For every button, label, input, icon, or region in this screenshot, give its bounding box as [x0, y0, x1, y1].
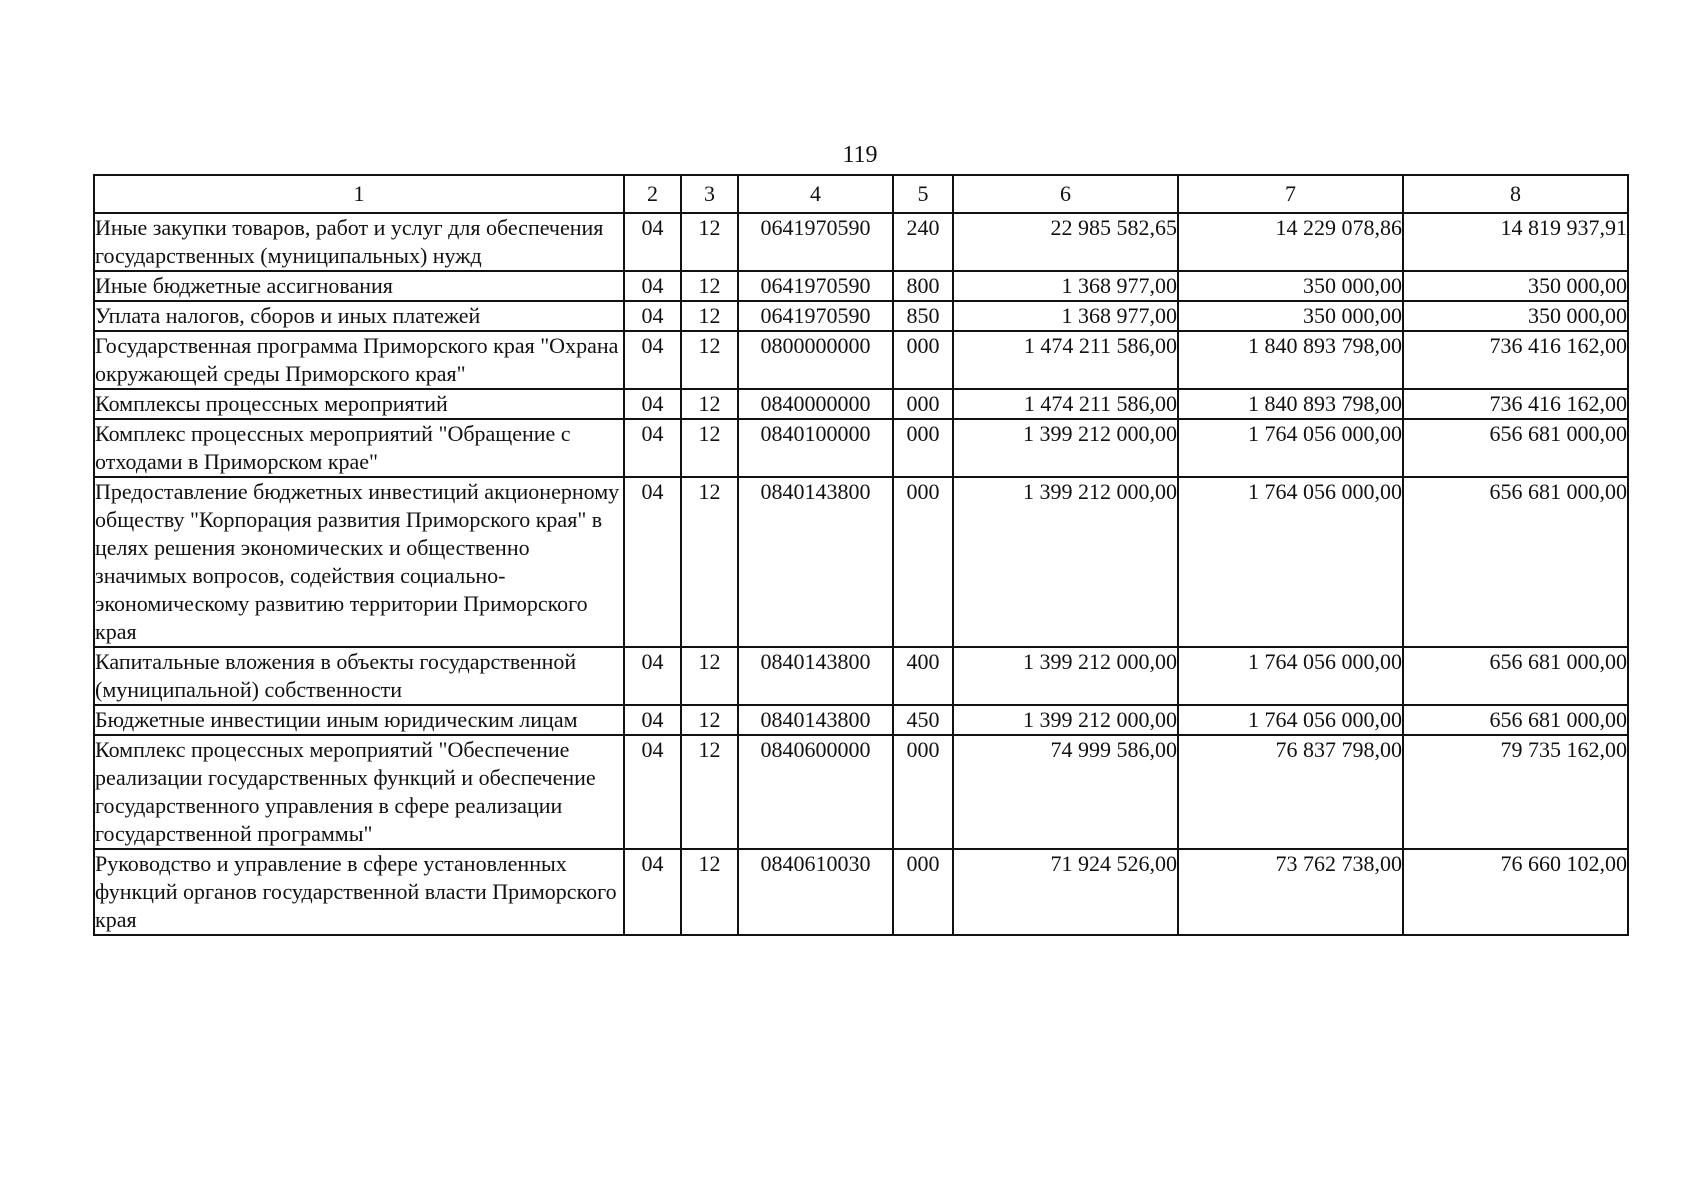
- budget-table: [93, 174, 1629, 936]
- amount-year2-cell: 350 000,00: [1178, 301, 1403, 331]
- section-cell: 04: [624, 301, 681, 331]
- section-cell: 04: [624, 389, 681, 419]
- expense-type-cell: 000: [893, 389, 953, 419]
- subsection-cell: 12: [681, 705, 738, 735]
- amount-year3-cell: 656 681 000,00: [1403, 419, 1628, 477]
- amount-year2-cell: 1 840 893 798,00: [1178, 331, 1403, 389]
- row-name-cell: Иные закупки товаров, работ и услуг для обеспечения государственных (муниципальных) нужд: [94, 213, 624, 271]
- target-article-cell: 0840143800: [738, 705, 893, 735]
- table-header-row: [94, 175, 1628, 213]
- amount-year3-cell: 76 660 102,00: [1403, 849, 1628, 935]
- target-article-cell: 0840600000: [738, 735, 893, 849]
- target-article-cell: 0641970590: [738, 213, 893, 271]
- column-header: 3: [681, 175, 738, 213]
- expense-type-cell: 800: [893, 271, 953, 301]
- row-name-cell: Капитальные вложения в объекты государственной (муниципальной) собственности: [94, 647, 624, 705]
- table-row: [94, 389, 1628, 419]
- subsection-cell: 12: [681, 477, 738, 647]
- row-name-cell: Бюджетные инвестиции иным юридическим лицам: [94, 705, 624, 735]
- row-name-cell: Иные бюджетные ассигнования: [94, 271, 624, 301]
- section-cell: 04: [624, 331, 681, 389]
- table-row: [94, 213, 1628, 271]
- table-row: [94, 849, 1628, 935]
- row-name-cell: Комплексы процессных мероприятий: [94, 389, 624, 419]
- expense-type-cell: 000: [893, 419, 953, 477]
- expense-type-cell: 450: [893, 705, 953, 735]
- table-body: [94, 213, 1628, 935]
- row-name-cell: Уплата налогов, сборов и иных платежей: [94, 301, 624, 331]
- page-number: 119: [842, 142, 878, 168]
- subsection-cell: 12: [681, 389, 738, 419]
- table-row: [94, 301, 1628, 331]
- subsection-cell: 12: [681, 331, 738, 389]
- amount-year1-cell: 1 474 211 586,00: [953, 331, 1178, 389]
- section-cell: 04: [624, 735, 681, 849]
- amount-year1-cell: 71 924 526,00: [953, 849, 1178, 935]
- column-header: 1: [94, 175, 624, 213]
- table-row: [94, 331, 1628, 389]
- table-row: [94, 735, 1628, 849]
- amount-year2-cell: 1 764 056 000,00: [1178, 705, 1403, 735]
- row-name-cell: Комплекс процессных мероприятий "Обеспечение реализации государственных функций и обеспечение государственного управления в сфере реализации государственной программы": [94, 735, 624, 849]
- amount-year1-cell: 74 999 586,00: [953, 735, 1178, 849]
- expense-type-cell: 850: [893, 301, 953, 331]
- column-header: 2: [624, 175, 681, 213]
- section-cell: 04: [624, 849, 681, 935]
- target-article-cell: 0840100000: [738, 419, 893, 477]
- amount-year2-cell: 1 764 056 000,00: [1178, 647, 1403, 705]
- subsection-cell: 12: [681, 735, 738, 849]
- amount-year2-cell: 76 837 798,00: [1178, 735, 1403, 849]
- expense-type-cell: 000: [893, 849, 953, 935]
- amount-year3-cell: 656 681 000,00: [1403, 477, 1628, 647]
- row-name-cell: Предоставление бюджетных инвестиций акционерному обществу "Корпорация развития Приморского края" в целях решения экономических и общественно значимых вопросов, содействия социально-экономическому развитию территории Приморского края: [94, 477, 624, 647]
- expense-type-cell: 400: [893, 647, 953, 705]
- target-article-cell: 0641970590: [738, 301, 893, 331]
- row-name-cell: Комплекс процессных мероприятий "Обращение с отходами в Приморском крае": [94, 419, 624, 477]
- section-cell: 04: [624, 647, 681, 705]
- table-row: [94, 647, 1628, 705]
- subsection-cell: 12: [681, 271, 738, 301]
- amount-year1-cell: 1 368 977,00: [953, 271, 1178, 301]
- target-article-cell: 0840610030: [738, 849, 893, 935]
- subsection-cell: 12: [681, 647, 738, 705]
- amount-year3-cell: 350 000,00: [1403, 271, 1628, 301]
- expense-type-cell: 000: [893, 735, 953, 849]
- subsection-cell: 12: [681, 301, 738, 331]
- column-header: 8: [1403, 175, 1628, 213]
- subsection-cell: 12: [681, 849, 738, 935]
- amount-year2-cell: 14 229 078,86: [1178, 213, 1403, 271]
- target-article-cell: 0840000000: [738, 389, 893, 419]
- amount-year3-cell: 350 000,00: [1403, 301, 1628, 331]
- subsection-cell: 12: [681, 419, 738, 477]
- table-row: [94, 705, 1628, 735]
- table-row: [94, 419, 1628, 477]
- target-article-cell: 0800000000: [738, 331, 893, 389]
- amount-year1-cell: 1 399 212 000,00: [953, 705, 1178, 735]
- section-cell: 04: [624, 705, 681, 735]
- amount-year2-cell: 1 840 893 798,00: [1178, 389, 1403, 419]
- expense-type-cell: 240: [893, 213, 953, 271]
- amount-year3-cell: 736 416 162,00: [1403, 331, 1628, 389]
- amount-year3-cell: 656 681 000,00: [1403, 705, 1628, 735]
- amount-year1-cell: 1 474 211 586,00: [953, 389, 1178, 419]
- row-name-cell: Государственная программа Приморского края "Охрана окружающей среды Приморского края": [94, 331, 624, 389]
- amount-year2-cell: 350 000,00: [1178, 271, 1403, 301]
- section-cell: 04: [624, 213, 681, 271]
- amount-year1-cell: 22 985 582,65: [953, 213, 1178, 271]
- column-header: 7: [1178, 175, 1403, 213]
- subsection-cell: 12: [681, 213, 738, 271]
- section-cell: 04: [624, 477, 681, 647]
- amount-year3-cell: 656 681 000,00: [1403, 647, 1628, 705]
- expense-type-cell: 000: [893, 477, 953, 647]
- amount-year2-cell: 73 762 738,00: [1178, 849, 1403, 935]
- amount-year3-cell: 14 819 937,91: [1403, 213, 1628, 271]
- target-article-cell: 0840143800: [738, 477, 893, 647]
- amount-year2-cell: 1 764 056 000,00: [1178, 419, 1403, 477]
- section-cell: 04: [624, 419, 681, 477]
- section-cell: 04: [624, 271, 681, 301]
- column-header: 5: [893, 175, 953, 213]
- amount-year3-cell: 736 416 162,00: [1403, 389, 1628, 419]
- column-header: 4: [738, 175, 893, 213]
- amount-year2-cell: 1 764 056 000,00: [1178, 477, 1403, 647]
- expense-type-cell: 000: [893, 331, 953, 389]
- amount-year1-cell: 1 368 977,00: [953, 301, 1178, 331]
- amount-year1-cell: 1 399 212 000,00: [953, 419, 1178, 477]
- table-row: [94, 477, 1628, 647]
- row-name-cell: Руководство и управление в сфере установленных функций органов государственной власти Приморского края: [94, 849, 624, 935]
- target-article-cell: 0840143800: [738, 647, 893, 705]
- amount-year1-cell: 1 399 212 000,00: [953, 647, 1178, 705]
- target-article-cell: 0641970590: [738, 271, 893, 301]
- amount-year1-cell: 1 399 212 000,00: [953, 477, 1178, 647]
- table-row: [94, 271, 1628, 301]
- amount-year3-cell: 79 735 162,00: [1403, 735, 1628, 849]
- column-header: 6: [953, 175, 1178, 213]
